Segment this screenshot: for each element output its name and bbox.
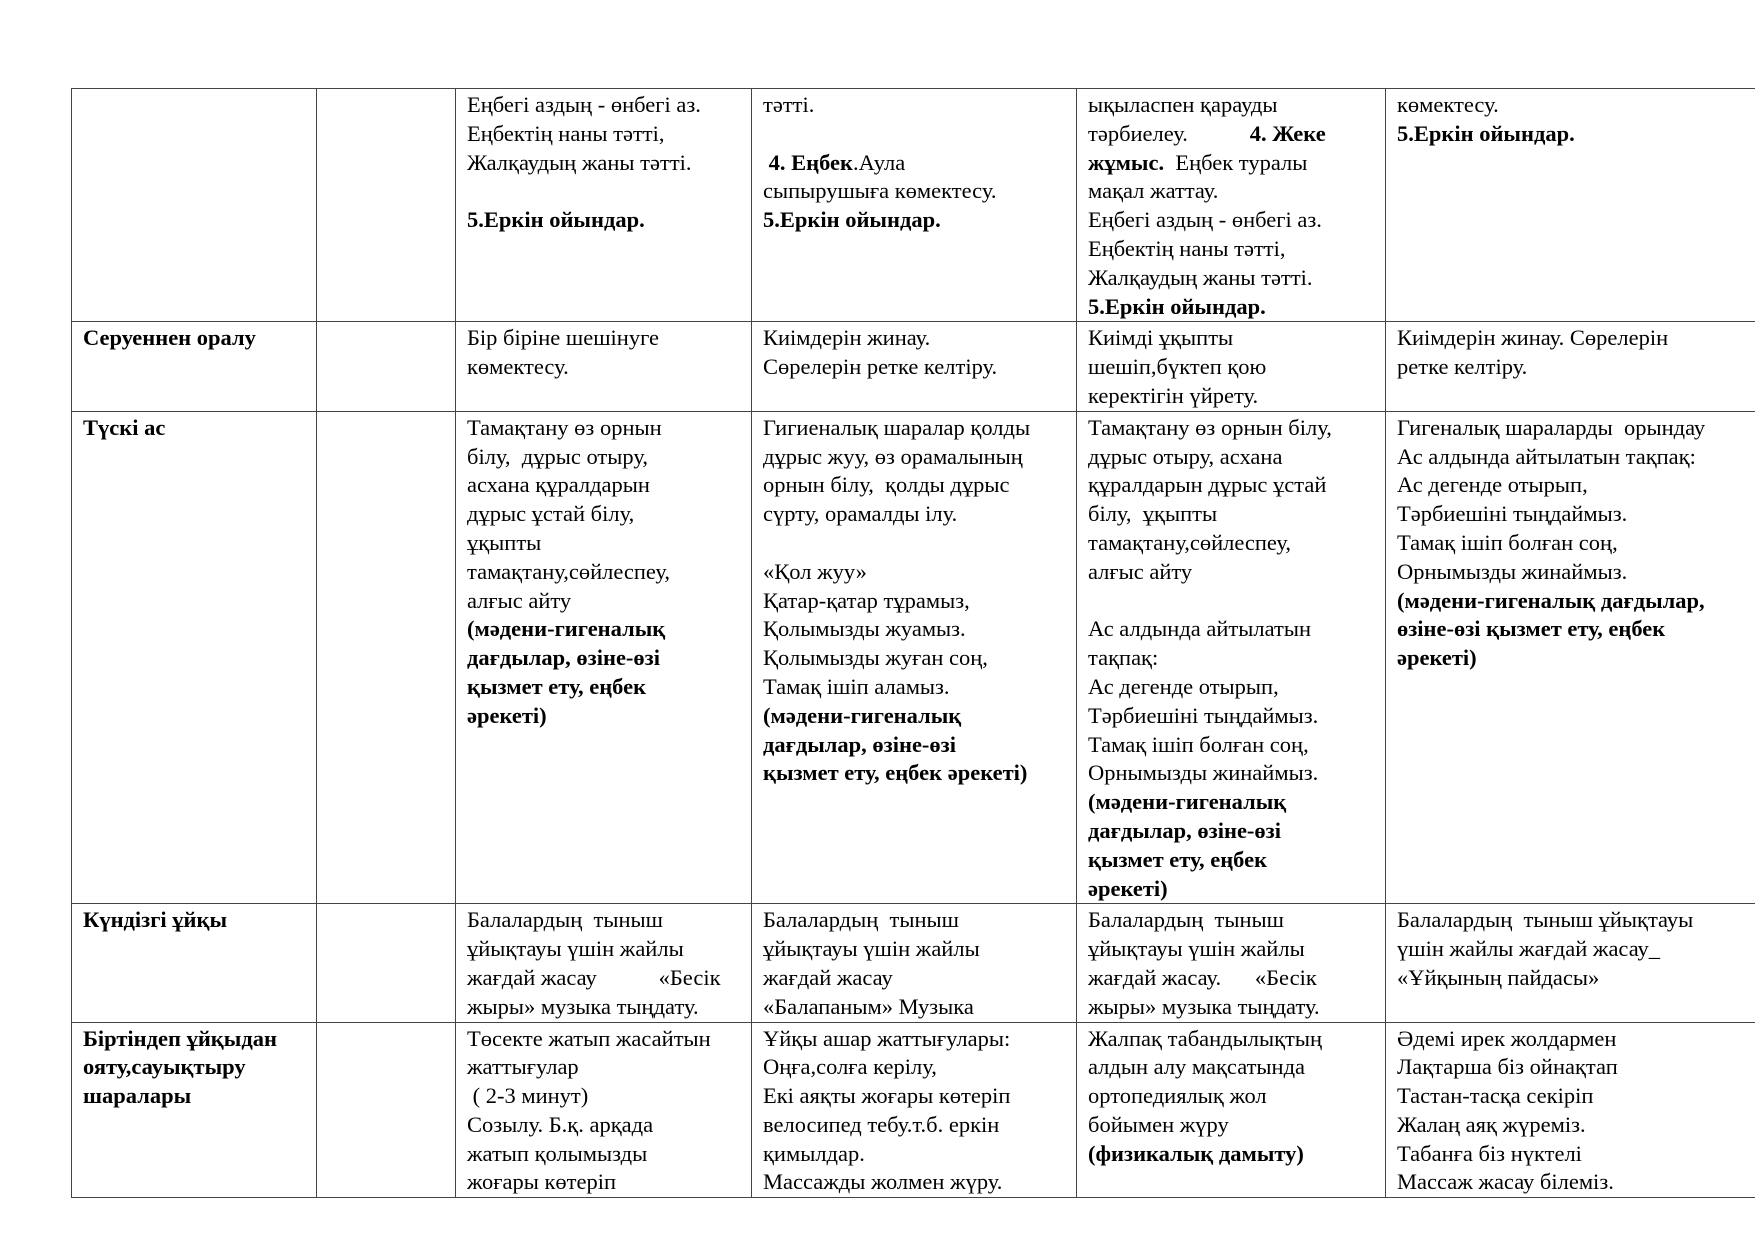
row-label-line: Серуеннен оралу	[83, 325, 256, 351]
cell-line: шешіп,бүктеп қою	[1088, 354, 1267, 380]
cell-line: Тамақ ішіп болған соң,	[1088, 731, 1309, 757]
day-cell	[1386, 411, 1755, 904]
cell-line: Тамақ ішіп болған соң,	[1397, 529, 1618, 555]
row-label-cell	[72, 322, 317, 411]
cell-line: Ас дегенде отырып,	[1088, 673, 1279, 699]
cell-line: Бір біріне шешінуге	[467, 325, 659, 351]
cell-line: велосипед тебу.т.б. еркін	[763, 1111, 1000, 1137]
cell-line: Тамақтану өз орнын білу,	[1088, 414, 1332, 440]
cell-line: Еңбегі аздың - өнбегі аз.	[1088, 207, 1322, 233]
day-cell	[1077, 89, 1386, 322]
line-gap	[763, 120, 1066, 149]
empty-cell	[317, 411, 456, 904]
schedule-row	[72, 89, 1755, 322]
cell-line: Тастан-тасқа секіріп	[1397, 1083, 1594, 1109]
row-label-cell	[72, 89, 317, 322]
cell-line-part: жұмыс.	[1088, 149, 1165, 175]
day-cell	[1077, 1022, 1386, 1198]
cell-line: жатып қолымызды	[467, 1140, 648, 1166]
cell-line: жыры» музыка тыңдату.	[467, 993, 699, 1019]
cell-line: 5.Еркін ойындар.	[763, 207, 941, 233]
cell-line: тәтті.	[763, 92, 815, 117]
cell-line: Жалқаудың жаны тәтті.	[467, 149, 692, 175]
cell-line: Лақтарша біз ойнақтап	[1397, 1054, 1618, 1080]
day-cell	[1077, 411, 1386, 904]
cell-line: Тәрбиешіні тыңдаймыз.	[1088, 702, 1319, 728]
cell-line	[763, 149, 1066, 178]
cell-line: ұйықтауы үшін жайлы	[763, 936, 980, 962]
cell-line: 5.Еркін ойындар.	[1397, 120, 1575, 146]
cell-line: дұрыс ұстай білу,	[467, 501, 635, 527]
cell-line: сыпырушыға көмектесу.	[763, 178, 997, 204]
cell-line: Массаж жасау білеміз.	[1397, 1169, 1614, 1195]
cell-line: қызмет ету, еңбек әрекеті)	[763, 760, 1028, 786]
cell-line: «Балапаным» Музыка	[763, 993, 974, 1019]
cell-line: Қолымызды жуамыз.	[763, 616, 966, 642]
day-cell	[1386, 322, 1755, 411]
cell-line: әрекеті)	[1088, 875, 1168, 901]
cell-line: жағдай жасау. «Бесік	[1088, 964, 1317, 990]
cell-line: Жалпақ табандылықтың	[1088, 1025, 1322, 1051]
day-cell	[752, 89, 1077, 322]
cell-line: Еңбектің наны тәтті,	[1088, 235, 1286, 261]
cell-line: дағдылар, өзіне-өзі	[467, 645, 660, 671]
cell-line: Еңбектің наны тәтті,	[467, 120, 665, 146]
cell-line: қызмет ету, еңбек	[467, 673, 647, 699]
cell-line	[1088, 120, 1375, 149]
cell-line: тамақтану,сөйлеспеу,	[467, 558, 670, 584]
line-gap	[467, 177, 741, 206]
cell-line: Киімдерін жинау. Сөрелерін	[1397, 325, 1669, 351]
cell-line: Ұйқы ашар жаттығулары:	[763, 1025, 1011, 1051]
day-cell	[752, 411, 1077, 904]
cell-line: Тәрбиешіні тыңдаймыз.	[1397, 501, 1628, 527]
cell-line: Созылу. Б.қ. арқада	[467, 1111, 654, 1137]
day-cell	[1386, 89, 1755, 322]
cell-line: Оңға,солға керілу,	[763, 1054, 937, 1080]
cell-line: бойымен жүру	[1088, 1111, 1229, 1137]
day-cell	[752, 904, 1077, 1022]
cell-line: Балалардың тыныш ұйықтауы	[1397, 907, 1694, 933]
cell-line: Жалаң аяқ жүреміз.	[1397, 1111, 1586, 1137]
row-label-line: шаралары	[83, 1083, 192, 1109]
cell-line: Гигиеналық шаралар қолды	[763, 414, 1031, 440]
day-cell	[1077, 904, 1386, 1022]
cell-line-part: Еңбек туралы	[1164, 149, 1308, 175]
day-cell	[1386, 904, 1755, 1022]
cell-line: Табанға біз нүктелі	[1397, 1140, 1582, 1166]
cell-line: Ас алдында айтылатын тақпақ:	[1397, 443, 1696, 469]
cell-line: 5.Еркін ойындар.	[1088, 293, 1266, 319]
schedule-row	[72, 411, 1755, 904]
cell-line: Тамақ ішіп аламыз.	[763, 673, 950, 699]
cell-line: (физикалық дамыту)	[1088, 1140, 1304, 1166]
cell-line: дұрыс жуу, өз орамалының	[763, 443, 1023, 469]
cell-line-part: 4. Еңбек	[763, 149, 853, 175]
day-cell	[456, 411, 752, 904]
cell-line-part: 4. Жеке	[1249, 120, 1326, 146]
cell-line: (мәдени-гигеналық дағдылар,	[1397, 587, 1705, 613]
cell-line: жағдай жасау «Бесік	[467, 964, 721, 990]
cell-line: Қатар-қатар тұрамыз,	[763, 587, 970, 613]
cell-line: мақал жаттау.	[1088, 178, 1219, 204]
cell-line: Балалардың тыныш	[763, 907, 959, 933]
cell-line: асхана құралдарын	[467, 472, 650, 498]
cell-line: Тамақтану өз орнын	[467, 414, 662, 440]
day-cell	[456, 89, 752, 322]
cell-line: алдын алу мақсатында	[1088, 1054, 1306, 1080]
cell-line: әрекеті)	[1397, 645, 1477, 671]
day-cell	[1077, 322, 1386, 411]
cell-line: Ас алдында айтылатын	[1088, 616, 1311, 642]
cell-line: Еңбегі аздың - өнбегі аз.	[467, 92, 701, 117]
cell-line: Сөрелерін ретке келтіру.	[763, 354, 998, 380]
cell-line: Қолымызды жуған соң,	[763, 645, 988, 671]
cell-line	[1088, 149, 1375, 178]
cell-line: Орнымызды жинаймыз.	[1088, 760, 1319, 786]
empty-cell	[317, 322, 456, 411]
cell-line: Балалардың тыныш	[1088, 907, 1284, 933]
line-gap	[1088, 587, 1375, 616]
cell-line: ұқыпты	[467, 529, 542, 555]
day-cell	[752, 1022, 1077, 1198]
cell-line: (мәдени-гигеналық	[1088, 789, 1287, 815]
cell-line: (мәдени-гигеналық	[763, 702, 962, 728]
cell-line: жаттығулар	[467, 1054, 579, 1080]
cell-line: құралдарын дұрыс ұстай	[1088, 472, 1327, 498]
cell-line: сүрту, орамалды ілу.	[763, 501, 958, 527]
cell-line: дағдылар, өзіне-өзі	[1088, 817, 1281, 843]
cell-line: алғыс айту	[467, 587, 572, 613]
cell-line: Екі аяқты жоғары көтеріп	[763, 1083, 1011, 1109]
day-cell	[456, 904, 752, 1022]
day-cell	[456, 1022, 752, 1198]
cell-line: ретке келтіру.	[1397, 354, 1528, 380]
cell-line: қимылдар.	[763, 1140, 865, 1166]
cell-line: Массажды жолмен жүру.	[763, 1169, 1003, 1195]
cell-line: жыры» музыка тыңдату.	[1088, 993, 1320, 1019]
row-label-line: Түскі ас	[83, 414, 166, 440]
cell-line-part: тәрбиелеу.	[1088, 120, 1250, 146]
row-label-line: ояту,сауықтыру	[83, 1054, 246, 1080]
cell-line: Киімді ұқыпты	[1088, 325, 1234, 351]
cell-line: Гигеналық шараларды орындау	[1397, 414, 1706, 440]
schedule-row	[72, 322, 1755, 411]
cell-line: ұйықтауы үшін жайлы	[1088, 936, 1305, 962]
empty-cell	[317, 1022, 456, 1198]
cell-line: қызмет ету, еңбек	[1088, 846, 1268, 872]
cell-line: дұрыс отыру, асхана	[1088, 443, 1283, 469]
cell-line: (мәдени-гигеналық	[467, 616, 666, 642]
cell-line: Ас дегенде отырып,	[1397, 472, 1588, 498]
schedule-body	[72, 89, 1755, 1198]
cell-line: білу, дұрыс отыру,	[467, 443, 648, 469]
cell-line: 5.Еркін ойындар.	[467, 207, 645, 233]
day-cell	[1386, 1022, 1755, 1198]
cell-line: жағдай жасау	[763, 964, 893, 990]
cell-line-part: .Аула	[853, 149, 906, 175]
cell-line: дағдылар, өзіне-өзі	[763, 731, 956, 757]
cell-line: үшін жайлы жағдай жасау_	[1397, 936, 1661, 962]
cell-line: «Қол жуу»	[763, 558, 867, 584]
cell-line: орнын білу, қолды дұрыс	[763, 472, 1010, 498]
cell-line: көмектесу.	[467, 354, 569, 380]
cell-line: тамақтану,сөйлеспеу,	[1088, 529, 1291, 555]
cell-line: ( 2-3 минут)	[467, 1083, 589, 1109]
cell-line: ұйықтауы үшін жайлы	[467, 936, 684, 962]
empty-cell	[317, 904, 456, 1022]
schedule-table	[71, 88, 1755, 1198]
cell-line: Әдемі ирек жолдармен	[1397, 1025, 1617, 1051]
cell-line: Төсекте жатып жасайтын	[467, 1025, 711, 1051]
row-label-line: Біртіндеп ұйқыдан	[83, 1025, 277, 1051]
cell-line: өзіне-өзі қызмет ету, еңбек	[1397, 616, 1666, 642]
cell-line: Орнымызды жинаймыз.	[1397, 558, 1628, 584]
cell-line: керектігін үйрету.	[1088, 382, 1259, 408]
row-label-line: Күндізгі ұйқы	[83, 907, 228, 933]
row-label-cell	[72, 1022, 317, 1198]
cell-line: Жалқаудың жаны тәтті.	[1088, 264, 1313, 290]
empty-cell	[317, 89, 456, 322]
cell-line: ортопедиялық жол	[1088, 1083, 1267, 1109]
row-label-cell	[72, 411, 317, 904]
schedule-row	[72, 904, 1755, 1022]
cell-line: алғыс айту	[1088, 558, 1193, 584]
cell-line: жоғары көтеріп	[467, 1169, 616, 1195]
line-gap	[763, 529, 1066, 558]
schedule-row	[72, 1022, 1755, 1198]
cell-line: әрекеті)	[467, 702, 547, 728]
cell-line: ықыласпен қарауды	[1088, 92, 1278, 117]
day-cell	[456, 322, 752, 411]
row-label-cell	[72, 904, 317, 1022]
cell-line: тақпақ:	[1088, 645, 1159, 671]
day-cell	[752, 322, 1077, 411]
cell-line: білу, ұқыпты	[1088, 501, 1218, 527]
cell-line: Киімдерін жинау.	[763, 325, 931, 351]
cell-line: көмектесу.	[1397, 92, 1499, 117]
cell-line: Балалардың тыныш	[467, 907, 663, 933]
cell-line: «Ұйқының пайдасы»	[1397, 964, 1600, 990]
